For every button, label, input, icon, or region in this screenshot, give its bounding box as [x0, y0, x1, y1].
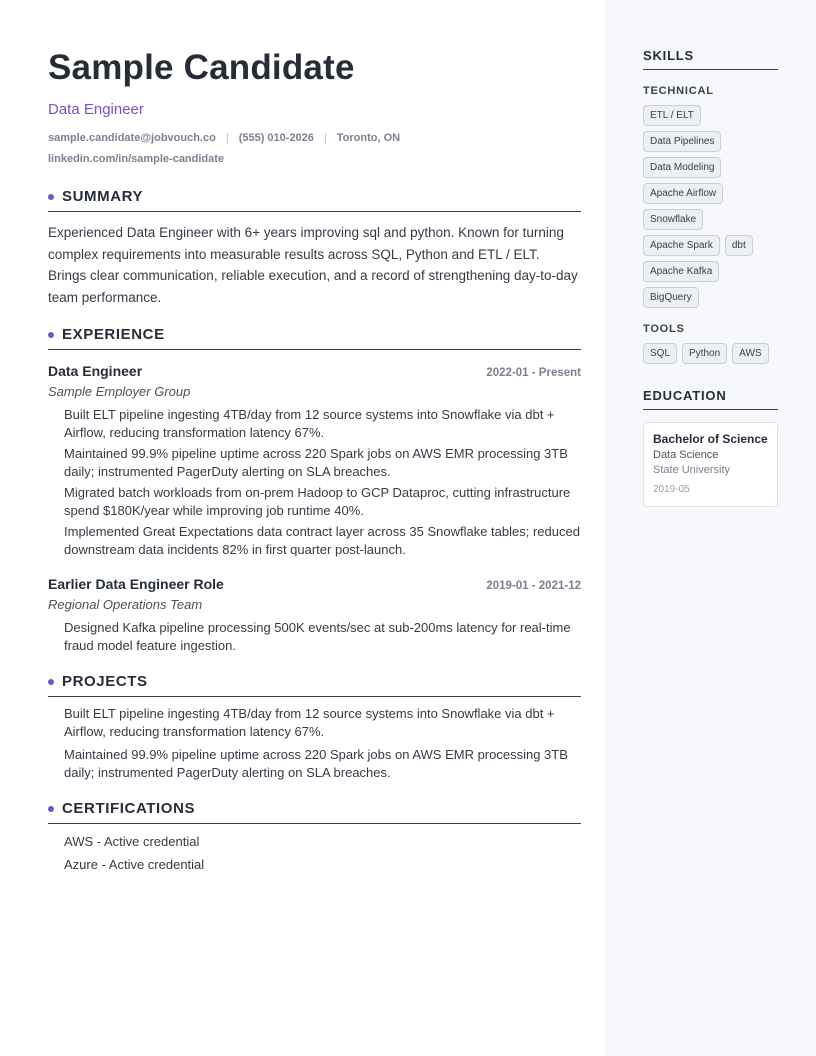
skill-chip: Apache Spark: [643, 235, 720, 256]
summary-text: Experienced Data Engineer with 6+ years improving sql and python. Known for turning complex requirements into measurable results across SQL, Python and ETL / ELT. Brings clear communication, reliable execution, and a record of strengthening day-to-day team performance.: [48, 225, 578, 305]
job-bullet: Implemented Great Expectations data contract layer across 35 Snowflake tables; reduced downstream data incidents 82% in first quarter post-launch.: [64, 524, 580, 557]
certifications-heading: CERTIFICATIONS: [62, 800, 196, 817]
tool-chip: SQL: [643, 343, 677, 364]
skill-chip: Apache Airflow: [643, 183, 723, 204]
education-heading: EDUCATION: [643, 388, 778, 410]
section-heading: [48, 188, 581, 212]
contact-linkedin[interactable]: linkedin.com/in/sample-candidate: [48, 153, 225, 165]
tool-chip: Python: [682, 343, 727, 364]
section-heading: [48, 673, 581, 697]
contact-email[interactable]: sample.candidate@jobvouch.co: [48, 132, 216, 144]
skill-chip: ETL / ELT: [643, 105, 701, 126]
candidate-role: Data Engineer: [48, 101, 144, 118]
job-company: Sample Employer Group: [48, 384, 191, 399]
job-header: [48, 575, 581, 593]
skill-chip: BigQuery: [643, 287, 699, 308]
projects-heading: PROJECTS: [62, 673, 148, 690]
projects-section: [48, 673, 581, 782]
contact-separator: |: [323, 132, 327, 144]
section-heading: [48, 326, 581, 350]
skill-chip: Data Pipelines: [643, 131, 721, 152]
skills-heading: SKILLS: [643, 48, 778, 70]
section-heading: [48, 800, 581, 824]
contact-separator: |: [225, 132, 229, 144]
technical-skill-chips: [643, 105, 778, 308]
job-entry: [48, 575, 581, 655]
contact-info: [48, 128, 581, 170]
certification-item: Azure - Active credential: [64, 857, 205, 872]
bullet-dot-icon: [48, 806, 54, 812]
skill-chip: Apache Kafka: [643, 261, 719, 282]
skill-chip: dbt: [725, 235, 753, 256]
certification-item: AWS - Active credential: [64, 834, 200, 849]
candidate-name: Sample Candidate: [48, 48, 355, 87]
education-field: Data Science: [653, 449, 719, 461]
job-bullet: Migrated batch workloads from on-prem Hadoop to GCP Dataproc, cutting infrastructure spend $180K/year while improving job runtime 40%.: [64, 485, 571, 518]
technical-heading: TECHNICAL: [643, 85, 714, 97]
contact-location: Toronto, ON: [336, 132, 401, 144]
certifications-section: [48, 800, 581, 874]
project-list: [48, 705, 581, 782]
contact-phone[interactable]: (555) 010-2026: [238, 132, 314, 144]
job-title: Data Engineer: [48, 363, 143, 379]
job-company: Regional Operations Team: [48, 597, 203, 612]
tools-chips: [643, 343, 778, 364]
job-bullet: Designed Kafka pipeline processing 500K events/sec at sub-200ms latency for real-time fraud model feature ingestion.: [64, 620, 571, 653]
project-item: Built ELT pipeline ingesting 4TB/day from 12 source systems into Snowflake via dbt + Airflow, reducing transformation latency 67%.: [64, 706, 555, 739]
tools-heading: TOOLS: [643, 323, 685, 335]
job-title: Earlier Data Engineer Role: [48, 576, 224, 592]
certification-list: [48, 833, 581, 874]
job-dates: 2019-01 - 2021-12: [486, 580, 581, 592]
job-bullet: Built ELT pipeline ingesting 4TB/day from 12 source systems into Snowflake via dbt + Airflow, reducing transformation latency 67%.: [64, 407, 555, 440]
summary-section: [48, 188, 581, 308]
tool-chip: AWS: [732, 343, 768, 364]
education-date: 2019-05: [653, 484, 690, 495]
project-item: Maintained 99.9% pipeline uptime across 220 Spark jobs on AWS EMR processing 3TB daily; instrumented PagerDuty alerting on SLA breaches.: [64, 747, 568, 780]
bullet-dot-icon: [48, 194, 54, 200]
experience-section: [48, 326, 581, 655]
contact-line-1: [48, 128, 581, 149]
education-school: State University: [653, 464, 731, 476]
sidebar: [605, 0, 816, 1056]
job-header: [48, 362, 581, 380]
job-bullets: [48, 406, 581, 559]
job-bullets: [48, 619, 581, 655]
experience-heading: EXPERIENCE: [62, 326, 165, 343]
job-dates: 2022-01 - Present: [486, 367, 581, 379]
job-bullet: Maintained 99.9% pipeline uptime across 220 Spark jobs on AWS EMR processing 3TB daily; instrumented PagerDuty alerting on SLA breaches.: [64, 446, 568, 479]
bullet-dot-icon: [48, 679, 54, 685]
job-entry: [48, 362, 581, 559]
bullet-dot-icon: [48, 332, 54, 338]
skill-chip: Data Modeling: [643, 157, 721, 178]
education-degree: Bachelor of Science: [653, 432, 768, 446]
education-card: [643, 422, 778, 507]
skill-chip: Snowflake: [643, 209, 703, 230]
summary-heading: SUMMARY: [62, 188, 144, 205]
